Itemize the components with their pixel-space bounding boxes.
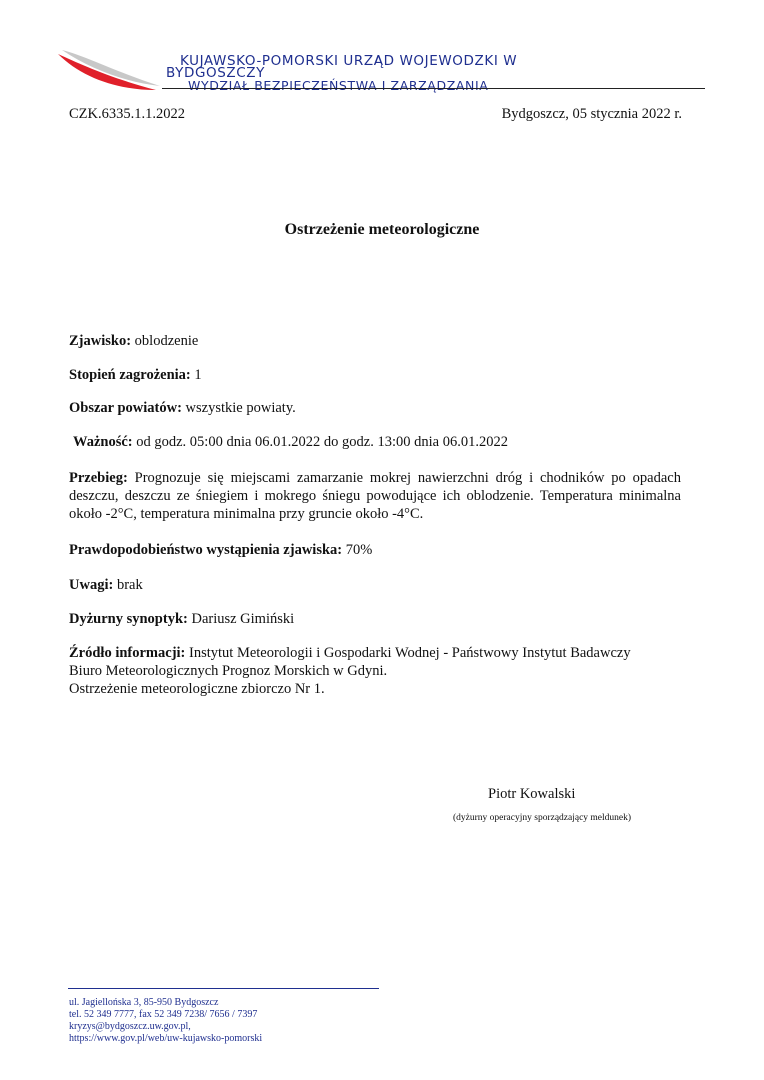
source-line2: Biuro Meteorologicznych Prognoz Morskich w Gdyni. [69,663,388,679]
field-value: Instytut Meteorologii i Gospodarki Wodnej - Państwowy Instytut Badawczy [185,645,631,661]
field-label: Ważność: [73,434,133,450]
department-name: WYDZIAŁ BEZPIECZEŃSTWA I ZARZĄDZANIA [188,78,489,93]
footer-contact [69,997,262,1045]
source-line1 [69,644,681,662]
field-phenomenon [69,332,681,350]
field-area [69,399,681,417]
voivodeship-logo [56,46,168,92]
footer-website[interactable]: https://www.gov.pl/web/uw-kujawsko-pomorski [69,1033,263,1044]
footer-phones: tel. 52 349 7777, fax 52 349 7238/ 7656 / 7397 [69,1009,258,1020]
institution-name-line2: BYDGOSZCZY [166,65,265,81]
field-source [69,644,681,698]
field-value: Dariusz Gimiński [187,611,295,627]
field-label: Przebieg: [69,470,128,486]
field-label: Stopień zagrożenia: [69,367,191,383]
field-label: Źródło informacji: [69,645,186,661]
field-value: Prognozuje się miejscami zamarzanie mokrej nawierzchni dróg i chodników po opadach deszczu, deszczu ze śniegiem i mokrego śniegu powodujące ich oblodzenie. Temperatura minimalna około -2°C, temperatura minimalna przy gruncie około -4°C. [69,470,681,522]
field-label: Obszar powiatów: [69,400,182,416]
field-value: 1 [190,367,202,383]
reference-number: CZK.6335.1.1.2022 [69,106,185,122]
field-forecaster [69,610,681,628]
field-probability [69,541,681,559]
field-value: od godz. 05:00 dnia 06.01.2022 do godz. 13:00 dnia 06.01.2022 [132,434,508,450]
field-label: Dyżurny synoptyk: [69,611,188,627]
field-value: 70% [342,542,373,558]
document-title: Ostrzeżenie meteorologiczne [284,221,480,238]
institution-name-line1: KUJAWSKO-POMORSKI URZĄD WOJEWODZKI W [180,53,518,69]
footer-address: ul. Jagiellońska 3, 85-950 Bydgoszcz [69,997,219,1008]
field-remarks [69,576,681,594]
field-course [69,469,681,523]
field-validity [73,433,685,451]
footer-email[interactable]: kryzys@bydgoszcz.uw.gov.pl, [69,1021,191,1032]
signer-role: (dyżurny operacyjny sporządzający meldunek) [453,813,632,823]
signer-name: Piotr Kowalski [488,786,576,802]
field-threat-level [69,366,681,384]
field-value: wszystkie powiaty. [181,400,296,416]
source-line3: Ostrzeżenie meteorologiczne zbiorczo Nr 1. [69,681,325,697]
field-label: Zjawisko: [69,333,132,349]
field-label: Prawdopodobieństwo wystąpienia zjawiska: [69,542,343,558]
footer-divider [68,988,379,989]
place-date: Bydgoszcz, 05 stycznia 2022 r. [501,106,682,122]
field-label: Uwagi: [69,577,114,593]
header-divider [162,88,705,89]
field-value: oblodzenie [131,333,199,349]
field-value: brak [113,577,143,593]
